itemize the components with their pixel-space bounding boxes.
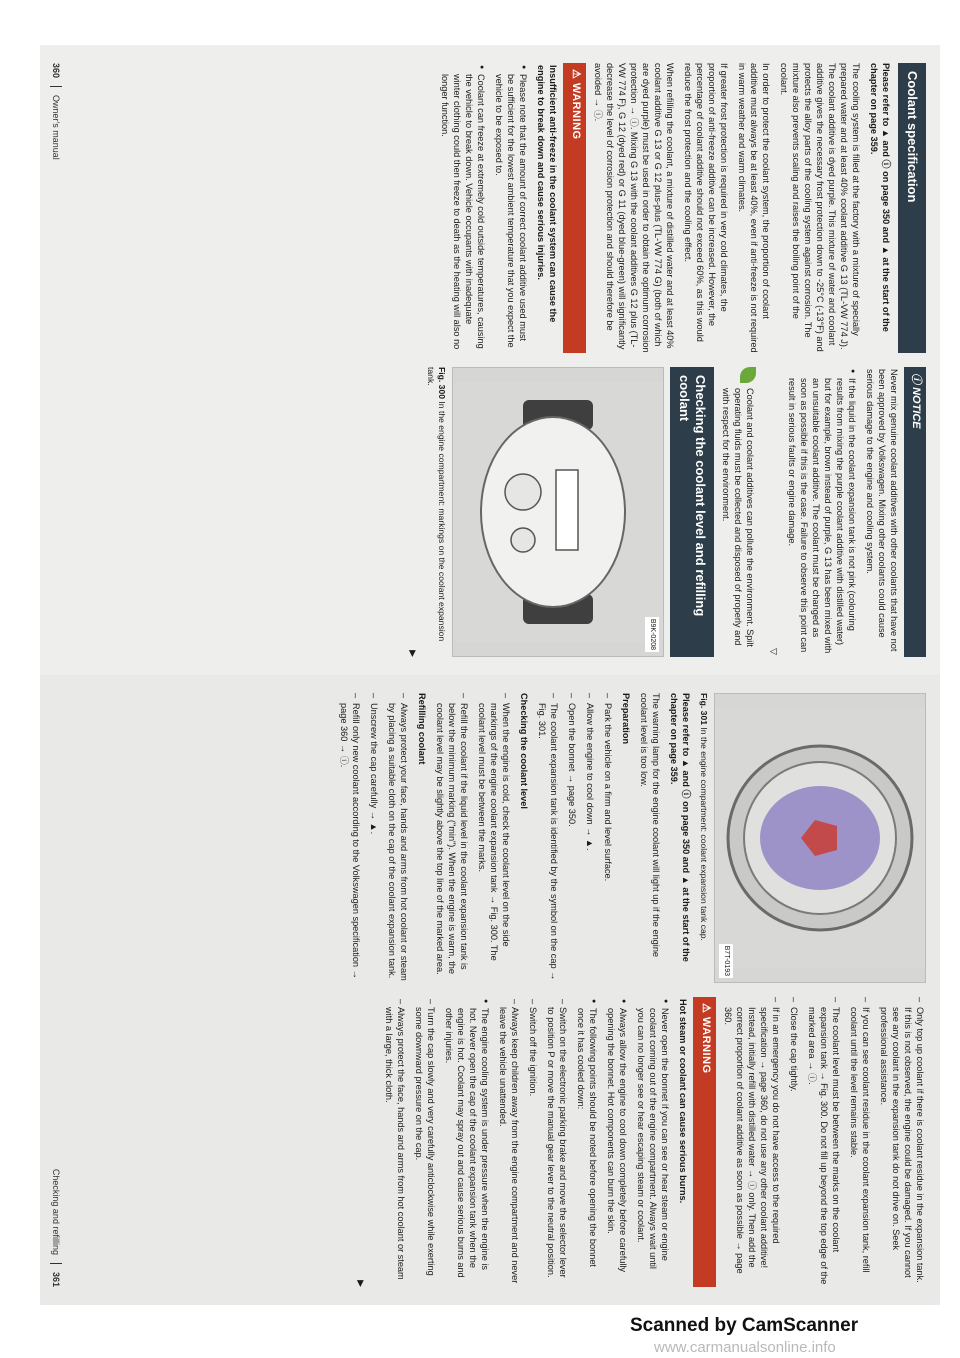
paragraph: The cooling system is filled at the factory with a mixture of specially prepared water and at least 40% coolant additive G 13 (TL-VW 774 J). The coolant additive is dyed purple. This mixture of water and coolant additive gives the necessary frost protection down to -25°C (-13°F) and protects the alloy parts of the cooling system against corrosion. The mixture also prevents scaling and raises the boiling point of the coolant. (779, 63, 861, 352)
figure-300-image (452, 367, 664, 657)
page-360 (40, 45, 940, 675)
notice-header (906, 367, 926, 657)
step: – If you can see coolant residue in the coolant expansion tank, refill coolant until the level remains stable. (848, 997, 872, 1287)
figure-301-image (714, 693, 926, 983)
step: – When the engine is cold, check the coolant level on the side markings of the engine coolant expansion tank → Fig. 300. The coolant level must be between the marks. (476, 693, 512, 983)
continue-arrow-icon: ▶ (408, 650, 418, 657)
scanner-watermark: Scanned by CamScanner (630, 1315, 859, 1336)
figure-301-caption (698, 693, 709, 983)
step: – Refill the coolant if the liquid level in the coolant expansion tank is below the minimum marking ("min"). When the engine is warm, the coolant level may be slightly above the top line of the marked area. (434, 693, 470, 983)
environment-leaf-icon (740, 367, 756, 383)
notice-info-icon: ⓘ (910, 373, 922, 388)
warning-sub-step: – Turn the cap slowly and very carefully anticlockwise while exerting some downward pressure on the cap. (413, 999, 437, 1285)
marking-label (556, 470, 578, 550)
page-361-column-1 (76, 693, 926, 983)
page-361-column-2 (76, 997, 926, 1287)
step: – Allow the engine to cool down → ▲. (584, 693, 596, 983)
step: – Unscrew the cap carefully → ▲. (368, 693, 380, 983)
page-number: 360 (51, 63, 61, 79)
step: – Open the bonnet → page 350. (566, 693, 578, 983)
figure-caption-text: In the engine compartment: coolant expansion tank cap. (699, 727, 709, 941)
tank-port (511, 528, 535, 552)
warning-header (566, 63, 586, 353)
checking-coolant-heading: Checking the coolant level and refilling coolant (670, 367, 714, 657)
footer-separator (50, 1263, 62, 1264)
figure-code: B9K-0208 (645, 617, 659, 652)
figure-label: Fig. 301 (699, 693, 709, 725)
warning-lead: Hot steam or coolant can cause serious burns. (678, 999, 688, 1204)
step: – Refill only new coolant according to the Volkswagen specification → page 360 → ⓘ. (338, 693, 362, 983)
warning-triangle-icon: ⚠ (570, 69, 582, 83)
warning-triangle-icon: ⚠ (700, 1003, 712, 1017)
figure-caption-text: In the engine compartment: markings on the coolant expansion tank. (426, 367, 447, 642)
paragraph: If greater frost protection is required in very cold climates, the proportion of anti-freeze additive can be increased. However, the percentage of coolant additive should not exceed 60%, as this would reduce the frost protection and the cooling effect. (683, 63, 729, 342)
warning-label: WARNING (700, 1016, 712, 1074)
chapter-reference: Please refer to ▲ and ⓘ on page 350 and ▲ at the start of the chapter on page 359. (669, 693, 691, 962)
warning-sub-step: – Always protect the face, hands and arms from hot coolant or steam with a large, thick cloth. (383, 999, 407, 1285)
page-360-column-2 (76, 367, 926, 657)
warning-bullet: ● Always allow the engine to cool down completely before carefully opening the bonnet. Hot components can burn the skin. (605, 999, 629, 1285)
warning-bullet: ● Coolant can freeze at extremely cold outside temperatures, causing the vehicle to break down. Vehicle occupants with inadequate winter clothing could then freeze to death as the heating will also no longer function. (439, 65, 487, 351)
step: – Only top up coolant if there is coolant residue in the expansion tank. If this is not observed, the engine could be damaged. If you cannot see any coolant in the expansion tank do not drive on. Seek professional assistance. (878, 997, 926, 1287)
footer-label: Checking and refilling (51, 1168, 61, 1255)
step: – The coolant level must be between the marks on the coolant expansion tank → Fig. 300. Do not fill up beyond the top edge of the marked area → ⓘ. (806, 997, 842, 1287)
site-watermark: www.carmanualsonline.info (654, 1339, 836, 1356)
warning-label: WARNING (570, 82, 582, 140)
paragraph: The warning lamp for the engine coolant will light up if the engine coolant level is too low. (639, 693, 661, 958)
warning-bullet: ● The engine cooling system is under pressure when the engine is hot. Never open the cap of the coolant expansion tank when the engine is hot. Coolant may spray out and cause serious burns and other injuries. (443, 999, 491, 1285)
page-number: 361 (51, 1271, 61, 1287)
warning-box (373, 997, 696, 1287)
continue-arrow-icon: ▽ (769, 648, 779, 655)
tank-body (481, 417, 625, 607)
warning-sub-step: – Switch on the electronic parking brake and move the selector lever to position P or move the manual gear lever to the neutral position. (545, 999, 569, 1285)
coolant-specification-heading: Coolant specification (898, 63, 926, 353)
page-361-footer (50, 693, 62, 1287)
warning-header (696, 997, 716, 1287)
page-360-column-1 (76, 63, 926, 353)
expansion-tank-cap-illustration (715, 694, 925, 982)
footer-label: Owner's manual (51, 95, 61, 160)
checking-heading: Checking the coolant level (519, 693, 529, 809)
coolant-expansion-tank-illustration (453, 368, 663, 656)
step: – Park the vehicle on a firm and level surface. (602, 693, 614, 983)
page-361 (40, 675, 940, 1305)
tank-cap (505, 474, 541, 510)
warning-sub-step: – Switch off the ignition. (527, 999, 539, 1285)
step: – If in an emergency you do not have access to the required specification → page 360, do not use any other coolant additive! Instead, initially refill with distilled water → ⓘ only. Then add the correct proportion of coolant additive as soon as possible → page 360. (722, 997, 782, 1287)
warning-box (429, 63, 566, 353)
warning-bullet: ● Never open the bonnet if you can see or hear steam or engine coolant coming out of the engine compartment. Always wait until you can no longer see or hear escaping steam or coolant. (635, 999, 671, 1285)
rotated-spread (40, 45, 940, 1305)
notice-box (764, 367, 906, 657)
step: – The coolant expansion tank is identified by the symbol on the cap → Fig. 301. (536, 693, 560, 983)
notice-paragraph: Never mix genuine coolant additives with other coolants that have not been approved by Volkswagen. Mixing other coolants could cause serious damage to the engine and cooling system. (865, 369, 899, 652)
warning-bullet: ● Please note that the amount of correct coolant additive used must be sufficient for the lowest ambient temperature that you expect the vehicle to be exposed to. (493, 65, 529, 351)
scanned-book-spread (40, 45, 940, 1305)
chapter-reference: Please refer to ▲ and ⓘ on page 350 and ▲ at the start of the chapter on page 359. (869, 63, 891, 332)
figure-code: B7T-0193 (719, 944, 733, 978)
step: – Close the cap tightly. (788, 997, 800, 1287)
page-360-footer (50, 63, 62, 657)
warning-bullet: ● The following points should be noted before opening the bonnet once it has cooled down: (575, 999, 599, 1285)
step: – Always protect your face, hands and arms from hot coolant or steam by placing a suitable cloth on the cap of the coolant expansion tank. (386, 693, 410, 983)
figure-300-caption (425, 367, 447, 657)
preparation-heading: Preparation (621, 693, 631, 745)
continue-arrow-icon: ▶ (356, 1280, 366, 1287)
figure-label: Fig. 300 (437, 367, 447, 399)
environment-note (720, 367, 756, 657)
paragraph: In order to protect the coolant system, the proportion of coolant additive must always be at least 40%, even if anti-freeze is not required in warm weather and warm climates. (737, 63, 771, 353)
notice-label: NOTICE (910, 387, 922, 429)
environment-text: Coolant and coolant additives can pollute the environment. Spilt operating fluids must be collected and disposed of properly and with respect for the environment. (721, 388, 755, 647)
warning-lead: Insufficient anti-freeze in the coolant system can cause the engine to break down and cause serious injuries. (536, 65, 558, 323)
warning-sub-step: – Always keep children away from the engine compartment and never leave the vehicle unattended. (497, 999, 521, 1285)
paragraph: When refilling the coolant, a mixture of distilled water and at least 40% coolant additive G 13 or G 12 plus-plus (TL-VW 774 G) (both of which are dyed purple) must be used in order to obtain the optimum corrosion protection → ⓘ. Mixing G 13 with the coolant additives G 12 plus (TL-VW 774 F), G 12 (dyed red) or G 11 (dyed blue-green) will significantly decrease the level of corrosion protection and should therefore be avoided → ⓘ. (593, 63, 675, 353)
footer-separator (50, 86, 62, 87)
refilling-heading: Refilling coolant (417, 693, 427, 765)
notice-bullet: ● If the liquid in the coolant expansion tank is not pink (colouring results from mixing the purple coolant additive with distilled water) but for example, brown instead of purple, G 13 has been mixed with an unsuitable coolant additive. The coolant must be changed as soon as possible if this is the case. Failure to observe this point can result in serious faults or engine damage. (786, 369, 858, 655)
